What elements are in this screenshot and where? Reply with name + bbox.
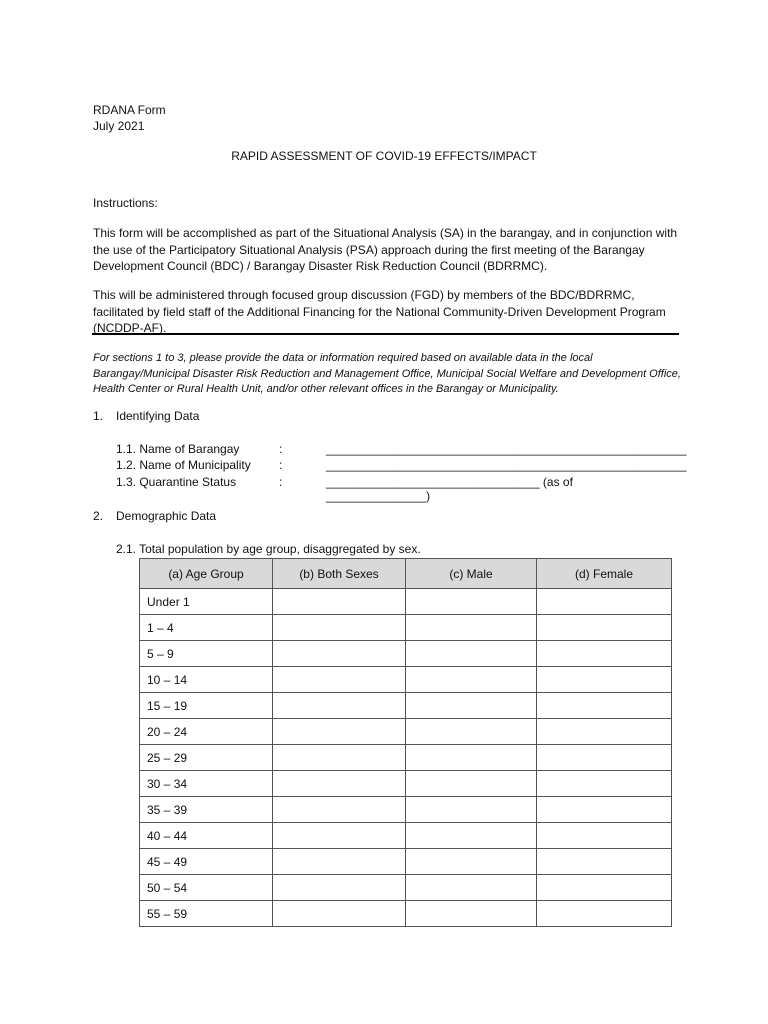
table-row	[140, 849, 672, 875]
field-colon: :	[279, 442, 283, 456]
field-municipality	[116, 458, 687, 474]
age-group-cell: 50 – 54	[140, 875, 273, 901]
table-row	[140, 797, 672, 823]
table-body	[140, 589, 672, 927]
table-row	[140, 719, 672, 745]
age-group-cell: 35 – 39	[140, 797, 273, 823]
both-sexes-cell[interactable]	[273, 901, 406, 927]
male-cell[interactable]	[406, 641, 537, 667]
section-2-number: 2.	[93, 509, 104, 523]
both-sexes-cell[interactable]	[273, 667, 406, 693]
table-row	[140, 745, 672, 771]
female-cell[interactable]	[537, 667, 672, 693]
table-row	[140, 901, 672, 927]
section-2-title: Demographic Data	[116, 509, 217, 523]
male-cell[interactable]	[406, 901, 537, 927]
both-sexes-cell[interactable]	[273, 797, 406, 823]
table-row	[140, 693, 672, 719]
population-table	[139, 558, 672, 927]
male-cell[interactable]	[406, 745, 537, 771]
table-row	[140, 823, 672, 849]
age-group-cell: 15 – 19	[140, 693, 273, 719]
col-female: (d) Female	[537, 559, 672, 589]
table-row	[140, 589, 672, 615]
male-cell[interactable]	[406, 771, 537, 797]
male-cell[interactable]	[406, 875, 537, 901]
male-cell[interactable]	[406, 849, 537, 875]
male-cell[interactable]	[406, 797, 537, 823]
both-sexes-cell[interactable]	[273, 745, 406, 771]
female-cell[interactable]	[537, 771, 672, 797]
col-male: (c) Male	[406, 559, 537, 589]
field-barangay	[116, 442, 687, 458]
table-header-row	[140, 559, 672, 589]
male-cell[interactable]	[406, 667, 537, 693]
col-both-sexes: (b) Both Sexes	[273, 559, 406, 589]
field-colon: :	[279, 475, 283, 489]
both-sexes-cell[interactable]	[273, 693, 406, 719]
quarantine-status-blank[interactable]: ________________________________ (as of _______________)	[326, 475, 573, 503]
female-cell[interactable]	[537, 901, 672, 927]
male-cell[interactable]	[406, 823, 537, 849]
section-1-number: 1.	[93, 409, 104, 423]
table-row	[140, 615, 672, 641]
age-group-cell: 55 – 59	[140, 901, 273, 927]
female-cell[interactable]	[537, 875, 672, 901]
instructions-label: Instructions:	[93, 196, 158, 210]
table-caption: 2.1. Total population by age group, disaggregated by sex.	[116, 542, 421, 556]
female-cell[interactable]	[537, 589, 672, 615]
field-quarantine-status	[116, 475, 676, 503]
table-row	[140, 641, 672, 667]
female-cell[interactable]	[537, 693, 672, 719]
section-1-title: Identifying Data	[116, 409, 200, 423]
age-group-cell: Under 1	[140, 589, 273, 615]
male-cell[interactable]	[406, 719, 537, 745]
age-group-cell: 25 – 29	[140, 745, 273, 771]
table-row	[140, 771, 672, 797]
field-label: 1.3. Quarantine Status	[116, 475, 237, 489]
both-sexes-cell[interactable]	[273, 641, 406, 667]
age-group-cell: 10 – 14	[140, 667, 273, 693]
both-sexes-cell[interactable]	[273, 589, 406, 615]
col-age-group: (a) Age Group	[140, 559, 273, 589]
both-sexes-cell[interactable]	[273, 823, 406, 849]
female-cell[interactable]	[537, 745, 672, 771]
document-title: RAPID ASSESSMENT OF COVID-19 EFFECTS/IMPACT	[231, 149, 537, 163]
both-sexes-cell[interactable]	[273, 615, 406, 641]
age-group-cell: 45 – 49	[140, 849, 273, 875]
field-colon: :	[279, 458, 283, 472]
both-sexes-cell[interactable]	[273, 719, 406, 745]
table-row	[140, 875, 672, 901]
female-cell[interactable]	[537, 823, 672, 849]
both-sexes-cell[interactable]	[273, 875, 406, 901]
age-group-cell: 30 – 34	[140, 771, 273, 797]
male-cell[interactable]	[406, 693, 537, 719]
female-cell[interactable]	[537, 615, 672, 641]
age-group-cell: 20 – 24	[140, 719, 273, 745]
instructions-paragraph-1: This form will be accomplished as part of the Situational Analysis (SA) in the barangay, and in conjunction with the use of the Participatory Situational Analysis (PSA) approach during the first meeting of the Barangay Development Council (BDC) / Barangay Disaster Risk Reduction Council (BDRRMC).	[93, 226, 678, 273]
table-row	[140, 667, 672, 693]
male-cell[interactable]	[406, 589, 537, 615]
horizontal-divider	[92, 333, 679, 335]
form-date: July 2021	[93, 119, 145, 133]
female-cell[interactable]	[537, 797, 672, 823]
both-sexes-cell[interactable]	[273, 771, 406, 797]
age-group-cell: 5 – 9	[140, 641, 273, 667]
female-cell[interactable]	[537, 641, 672, 667]
form-id: RDANA Form	[93, 103, 166, 117]
instructions-paragraph-2: This will be administered through focused group discussion (FGD) by members of the BDC/BDRRMC, facilitated by field staff of the Additional Financing for the National Community-Driven Development Program (NCDDP-AF).	[93, 288, 666, 335]
sections-note: For sections 1 to 3, please provide the data or information required based on available data in the local Barangay/Municipal Disaster Risk Reduction and Management Office, Municipal Social Welfare and Development Office, Health Center or Rural Health Unit, and/or other relevant offices in the Barangay or Municipality.	[93, 352, 681, 395]
female-cell[interactable]	[537, 849, 672, 875]
municipality-blank[interactable]: ______________________________________________________	[326, 458, 687, 472]
age-group-cell: 40 – 44	[140, 823, 273, 849]
male-cell[interactable]	[406, 615, 537, 641]
female-cell[interactable]	[537, 719, 672, 745]
age-group-cell: 1 – 4	[140, 615, 273, 641]
both-sexes-cell[interactable]	[273, 849, 406, 875]
field-label: 1.2. Name of Municipality	[116, 458, 251, 472]
barangay-blank[interactable]: ______________________________________________________	[326, 442, 687, 456]
field-label: 1.1. Name of Barangay	[116, 442, 240, 456]
